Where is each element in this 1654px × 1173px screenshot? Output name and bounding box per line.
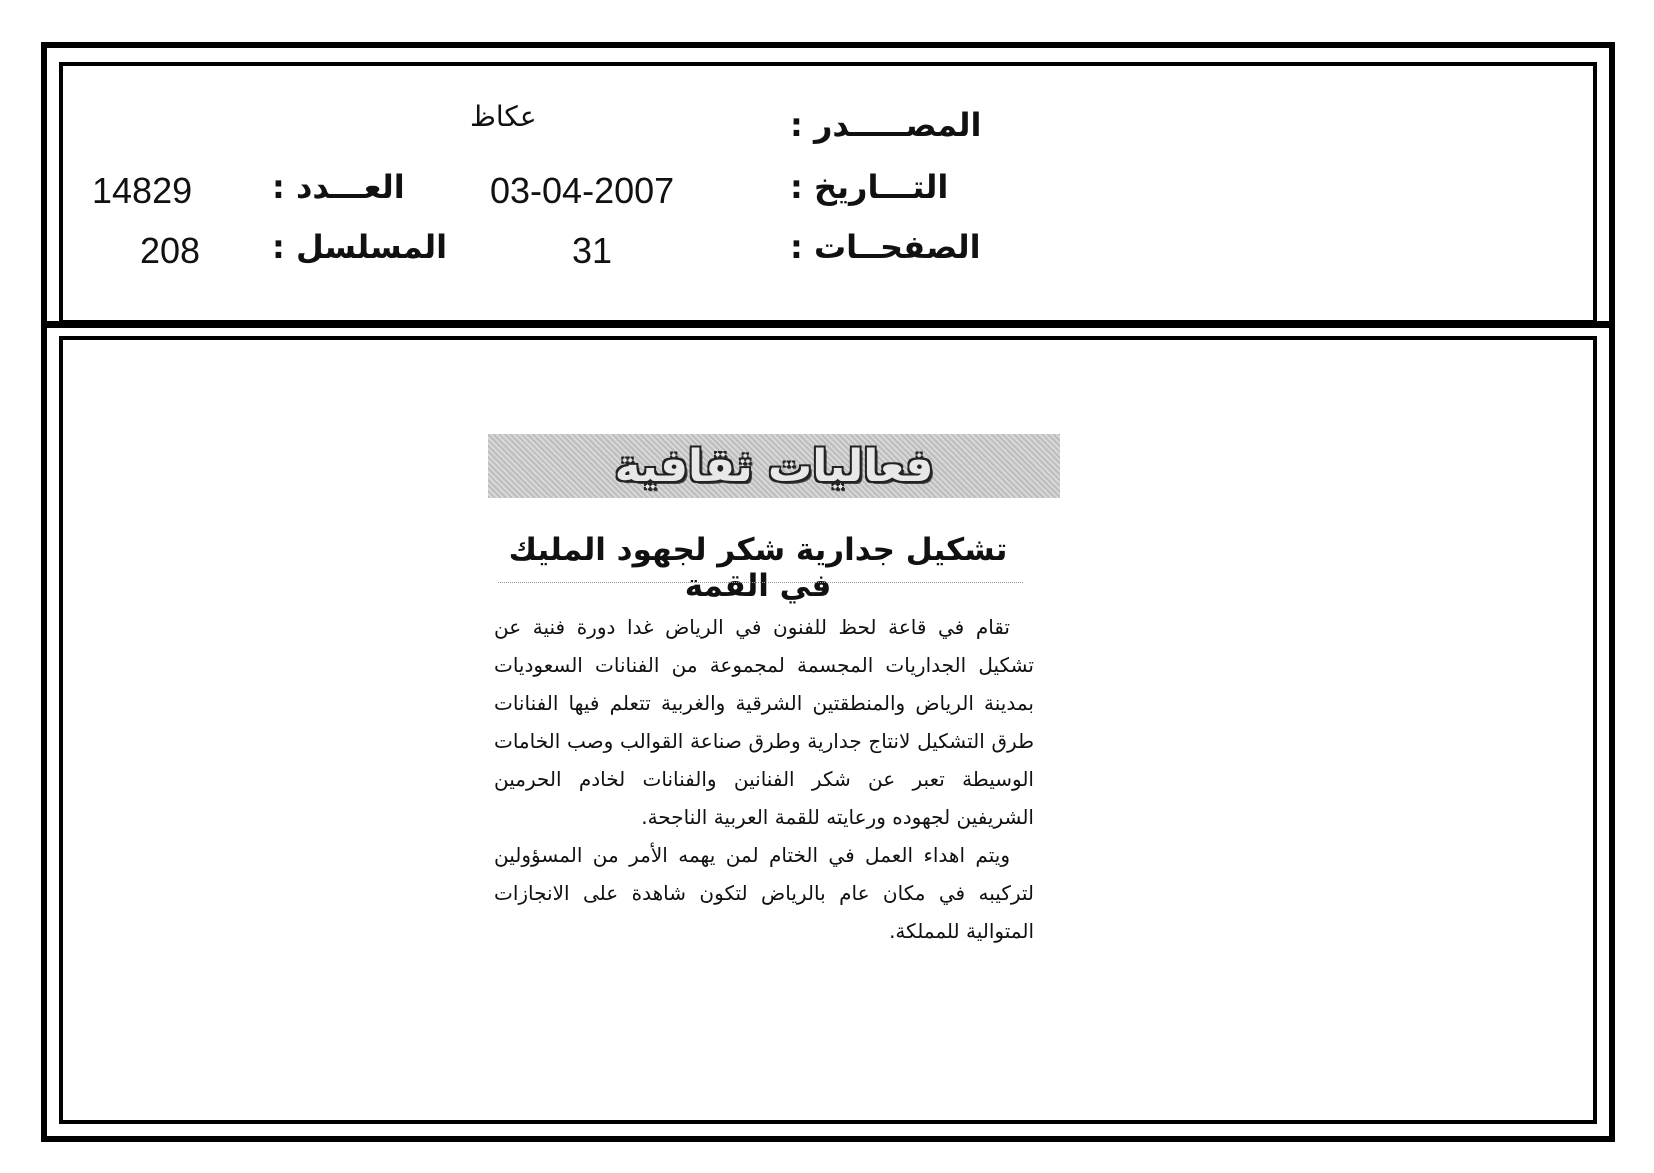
issue-value: 14829: [92, 170, 193, 211]
source-value: عكاظ: [470, 100, 537, 133]
pages-label: الصفحــات :: [790, 228, 981, 266]
issue-label: العـــدد :: [272, 168, 405, 206]
date-value: 03-04-2007: [490, 170, 675, 211]
source-label: المصـــــدر :: [790, 106, 982, 144]
section-banner-text: فعاليات ثقافية: [614, 440, 934, 492]
article-paragraph-2: ويتم اهداء العمل في الختام لمن يهمه الأمر من المسؤولين لتركيبه في مكان عام بالرياض لتكون شاهدة على الانجازات المتوالية للمملكة.: [494, 843, 1034, 943]
article-headline: تشكيل جدارية شكر لجهود المليك في القمة: [508, 532, 1008, 604]
serial-value: 208: [140, 230, 201, 271]
pages-value: 31: [572, 230, 613, 271]
article-paragraph-1: تقام في قاعة لحظ للفنون في الرياض غدا دورة فنية عن تشكيل الجداريات المجسمة لمجموعة من الفنانات السعوديات بمدينة الرياض والمنطقتين الشرقية والغربية تتعلم فيها الفنانات طرق التشكيل لانتاج جدارية وطرق صناعة القوالب وصب الخامات الوسيطة تعبر عن شكر الفنانين والفنانات لخادم الحرمين الشريفين لجهوده ورعايته للقمة العربية الناجحة.: [494, 615, 1034, 829]
serial-label: المسلسل :: [272, 228, 448, 266]
newspaper-clipping: [488, 420, 1058, 965]
headline-rule: [498, 582, 1023, 584]
date-label: التـــاريخ :: [790, 168, 949, 206]
divider-bar: [41, 321, 1615, 328]
section-banner: [488, 434, 1060, 498]
article-body: [494, 608, 1034, 950]
